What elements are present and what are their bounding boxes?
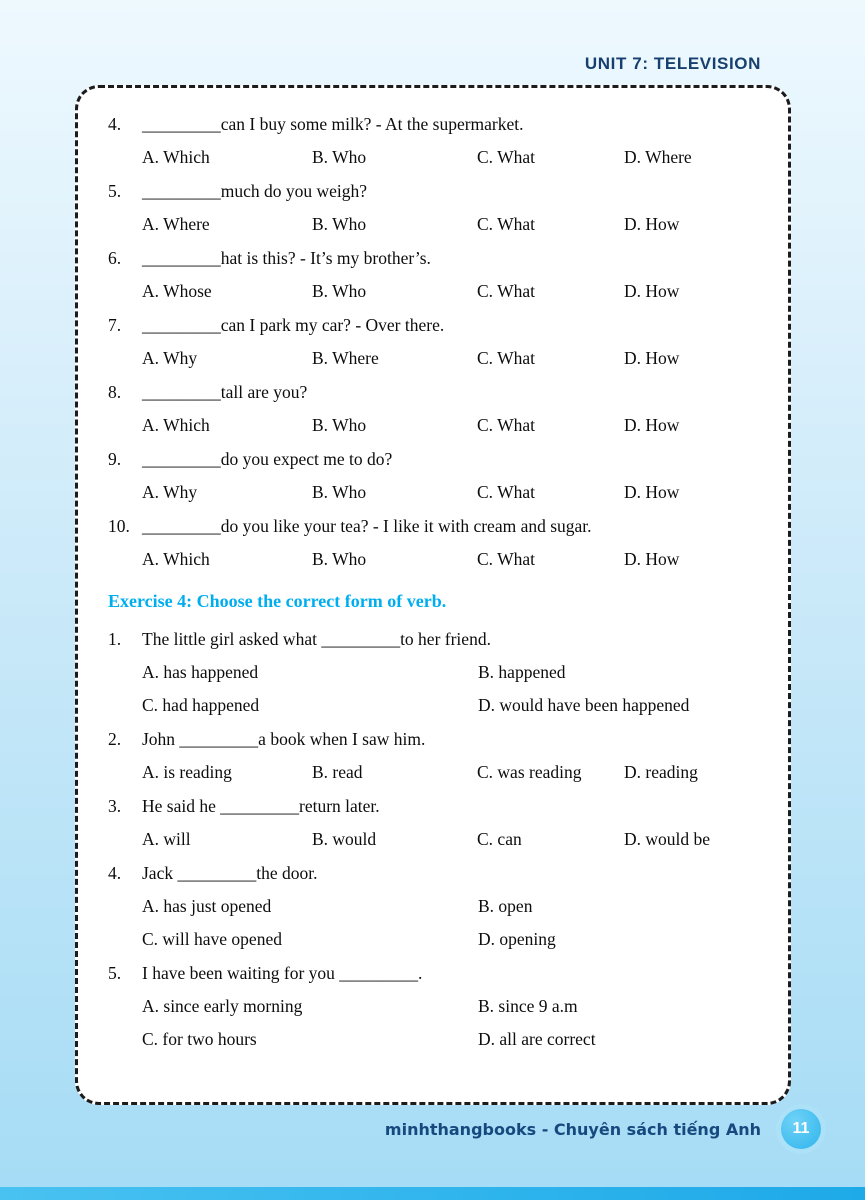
question-block [106,175,760,241]
question-number: 7. [108,315,122,335]
question-row [106,175,760,208]
options-row [142,275,760,308]
answer-option: C. will have opened [142,929,282,949]
question-text: _________do you expect me to do? [142,449,393,469]
answer-option: A. Where [142,214,210,234]
question-row [106,623,760,656]
question-number: 2. [108,729,122,749]
question-block [106,242,760,308]
question-block [106,376,760,442]
answer-option: C. What [477,147,536,167]
question-block [106,309,760,375]
unit-title: UNIT 7: TELEVISION [584,54,761,73]
answer-option: B. Where [312,348,379,368]
question-list-part1 [106,108,760,576]
answer-option: B. open [478,896,533,916]
question-row [106,790,760,823]
question-row [106,376,760,409]
options-row [142,756,760,789]
answer-option: D. Where [624,147,692,167]
options-row [142,409,760,442]
answer-option: A. is reading [142,762,232,782]
answer-option: A. will [142,829,191,849]
page-number-badge: 11 [781,1109,821,1149]
answer-option: A. Which [142,147,210,167]
page-footer [385,1106,821,1152]
question-row [106,510,760,543]
answer-option: C. What [477,214,536,234]
answer-option: A. has just opened [142,896,272,916]
question-number: 10. [108,516,130,536]
answer-option: D. opening [478,929,556,949]
question-block [106,957,760,1056]
question-text: _________can I park my car? - Over there. [142,315,445,335]
answer-option: D. How [624,415,680,435]
question-block [106,623,760,722]
answer-option: B. Who [312,281,367,301]
exercise4-title: Exercise 4: Choose the correct form of verb. [108,591,447,611]
question-list-exercise4 [106,623,760,1056]
question-row [106,857,760,890]
options-row [142,208,760,241]
answer-option: A. Why [142,348,198,368]
answer-option: B. since 9 a.m [478,996,578,1016]
question-block [106,790,760,856]
answer-option: B. Who [312,147,367,167]
options-row [142,890,760,956]
answer-option: D. would be [624,829,711,849]
answer-option: D. How [624,549,680,569]
question-row [106,723,760,756]
options-row [142,543,760,576]
answer-option: D. How [624,348,680,368]
question-text: The little girl asked what _________to her friend. [142,629,491,649]
answer-option: B. Who [312,549,367,569]
answer-option: D. all are correct [478,1029,596,1049]
question-row [106,957,760,990]
question-number: 9. [108,449,122,469]
question-text: _________tall are you? [142,382,308,402]
answer-option: D. How [624,281,680,301]
question-block [106,108,760,174]
options-row [142,656,760,722]
question-number: 4. [108,114,122,134]
answer-option: C. What [477,281,536,301]
answer-option: C. What [477,482,536,502]
question-text: _________do you like your tea? - I like it with cream and sugar. [142,516,592,536]
answer-option: A. Why [142,482,198,502]
answer-option: B. happened [478,662,566,682]
answer-option: B. would [312,829,377,849]
answer-option: B. Who [312,415,367,435]
answer-option: C. What [477,348,536,368]
question-number: 8. [108,382,122,402]
content-box [75,85,791,1105]
answer-option: C. had happened [142,695,260,715]
answer-option: A. Whose [142,281,212,301]
answer-option: B. read [312,762,363,782]
answer-option: D. How [624,482,680,502]
answer-option: C. was reading [477,762,582,782]
answer-option: D. reading [624,762,698,782]
question-row [106,108,760,141]
answer-option: C. for two hours [142,1029,257,1049]
answer-option: A. has happened [142,662,259,682]
question-row [106,242,760,275]
question-text: _________can I buy some milk? - At the supermarket. [142,114,524,134]
answer-option: B. Who [312,214,367,234]
question-text: He said he _________return later. [142,796,380,816]
question-text: John _________a book when I saw him. [142,729,426,749]
question-row [106,443,760,476]
question-row [106,309,760,342]
question-text: I have been waiting for you _________. [142,963,423,983]
answer-option: A. Which [142,415,210,435]
options-row [142,342,760,375]
answer-option: B. Who [312,482,367,502]
question-block [106,510,760,576]
question-text: _________much do you weigh? [142,181,368,201]
answer-option: C. What [477,415,536,435]
question-number: 5. [108,181,122,201]
question-number: 3. [108,796,122,816]
options-row [142,990,760,1056]
question-text: _________hat is this? - It’s my brother’s. [142,248,431,268]
question-number: 1. [108,629,122,649]
options-row [142,141,760,174]
question-text: Jack _________the door. [142,863,318,883]
options-row [142,476,760,509]
question-block [106,857,760,956]
answer-option: A. Which [142,549,210,569]
question-number: 6. [108,248,122,268]
question-block [106,723,760,789]
question-number: 5. [108,963,122,983]
answer-option: C. can [477,829,522,849]
answer-option: D. How [624,214,680,234]
answer-option: D. would have been happened [478,695,690,715]
options-row [142,823,760,856]
bottom-bar [0,1187,865,1200]
answer-option: A. since early morning [142,996,303,1016]
question-block [106,443,760,509]
question-number: 4. [108,863,122,883]
publisher-brand: minhthangbooks - Chuyên sách tiếng Anh [384,1119,761,1139]
answer-option: C. What [477,549,536,569]
